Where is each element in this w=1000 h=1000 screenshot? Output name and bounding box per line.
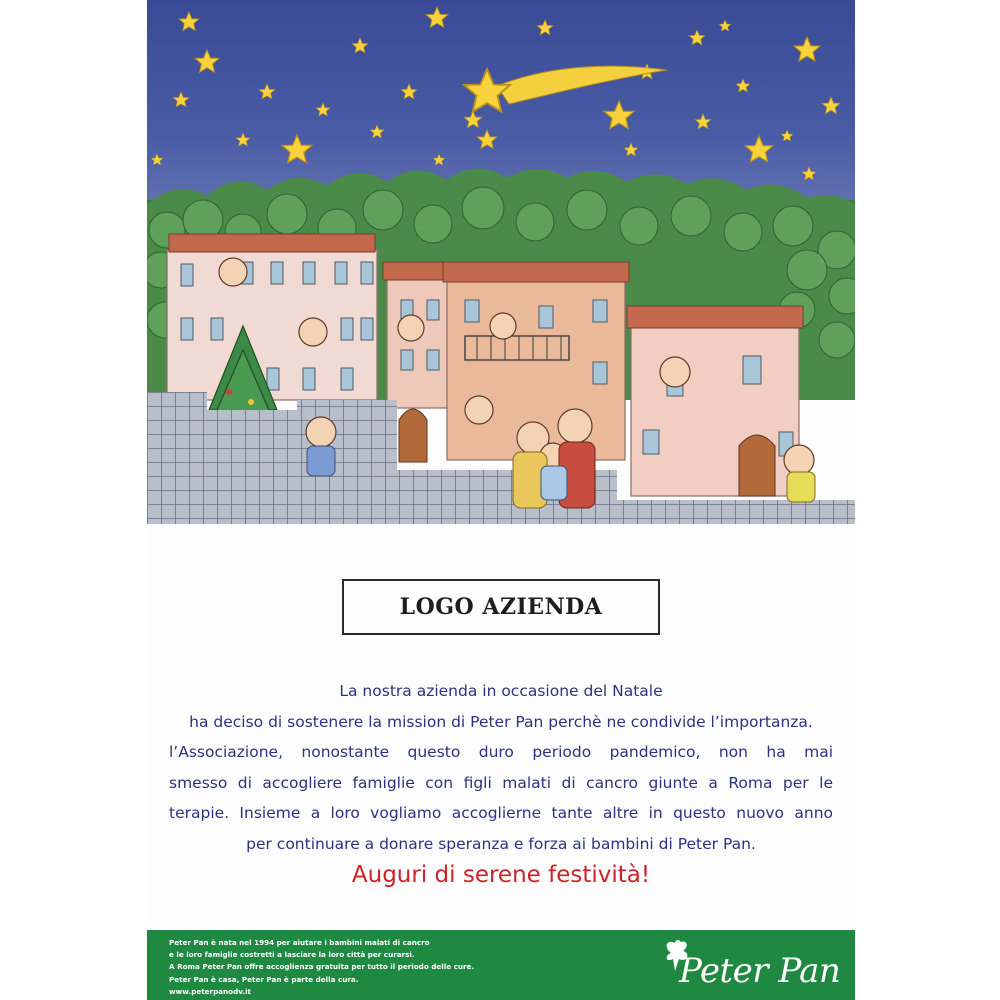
footer-band bbox=[147, 930, 855, 1000]
info-line: A Roma Peter Pan offre accoglienza gratuita per tutto il periodo delle cure. bbox=[169, 962, 475, 972]
brand-name: Peter Pan bbox=[679, 951, 841, 991]
message-line: terapie. Insieme a loro vogliamo accoglierne tante altre in questo nuovo anno bbox=[169, 804, 833, 822]
website-link[interactable]: www.peterpanodv.it bbox=[169, 986, 251, 996]
company-logo-placeholder: LOGO AZIENDA bbox=[342, 579, 660, 635]
info-line: Peter Pan è casa, Peter Pan è parte della cura. bbox=[169, 974, 359, 984]
christmas-message bbox=[169, 676, 833, 859]
christmas-village-illustration bbox=[147, 0, 855, 524]
message-line: ha deciso di sostenere la mission di Peter Pan perchè ne condivide l’importanza. bbox=[189, 712, 813, 731]
info-line: e le loro famiglie costretti a lasciare la loro città per curarsi. bbox=[169, 950, 415, 960]
message-line: per continuare a donare speranza e forza ai bambini di Peter Pan. bbox=[246, 834, 756, 853]
message-line: La nostra azienda in occasione del Natale bbox=[339, 682, 663, 700]
association-info bbox=[169, 937, 474, 998]
info-line: Peter Pan è nata nel 1994 per aiutare i bambini malati di cancro bbox=[169, 938, 430, 947]
peter-pan-logo bbox=[661, 935, 851, 997]
message-line: smesso di accogliere famiglie con figli malati di cancro giunte a Roma per le bbox=[169, 773, 833, 792]
message-line: l’Associazione, nonostante questo duro periodo pandemico, non ha mai bbox=[169, 743, 833, 761]
greeting-card bbox=[147, 0, 855, 1000]
holiday-greeting: Auguri di serene festività! bbox=[351, 862, 651, 888]
